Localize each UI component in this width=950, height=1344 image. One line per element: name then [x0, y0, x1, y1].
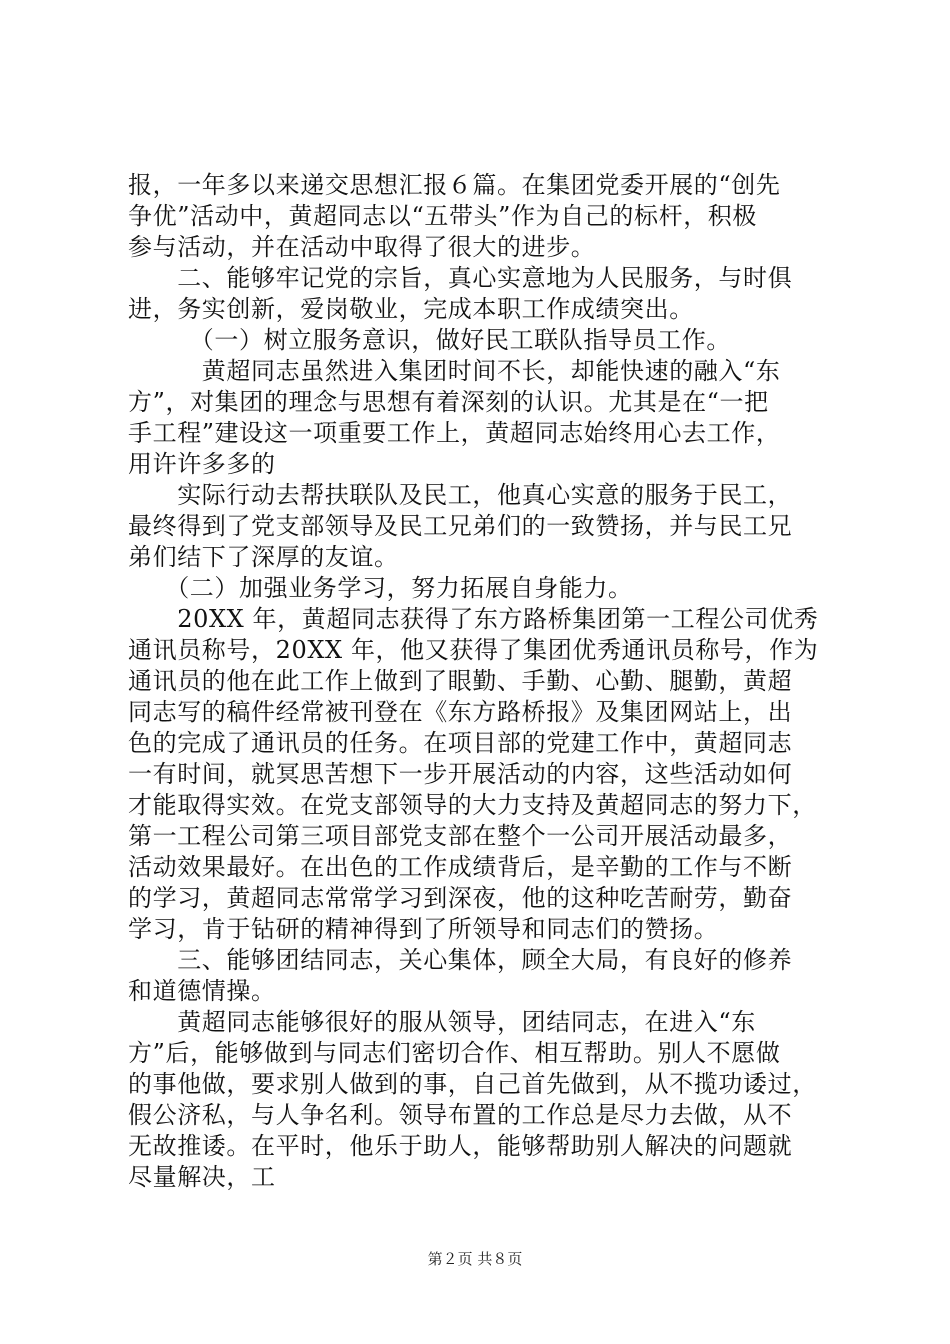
text-line: 的事他做，要求别人做到的事，自己首先做到，从不揽功诿过， [128, 1070, 817, 1098]
text-line: 报，一年多以来递交思想汇报６篇。在集团党委开展的“创先 [128, 171, 781, 199]
text-line: 三、能够团结同志，关心集体，顾全大局，有良好的修养 [128, 946, 793, 974]
text-line: 二、能够牢记党的宗旨，真心实意地为人民服务，与时俱 [128, 264, 793, 292]
text-line: 同志写的稿件经常被刊登在《东方路桥报》及集团网站上，出 [128, 698, 793, 726]
text-line: （二）加强业务学习，努力拓展自身能力。 [128, 574, 633, 602]
text-line: 争优”活动中，黄超同志以“五带头”作为自己的标杆，积极 [128, 202, 758, 230]
text-line: 一有时间，就冥思苦想下一步开展活动的内容，这些活动如何 [128, 760, 793, 788]
text-line: 活动效果最好。在出色的工作成绩背后，是辛勤的工作与不断 [128, 853, 793, 881]
page-number-footer: 第２页 共８页 [427, 1250, 523, 1268]
text-line: 黄超同志虽然进入集团时间不长，却能快速的融入“东 [128, 357, 781, 385]
text-line: 通讯员的他在此工作上做到了眼勤、手勤、心勤、腿勤，黄超 [128, 667, 793, 695]
text-line: 无故推诿。在平时，他乐于助人，能够帮助别人解决的问题就 [128, 1132, 793, 1160]
text-line: 第一工程公司第三项目部党支部在整个一公司开展活动最多， [128, 822, 793, 850]
text-line: 才能取得实效。在党支部领导的大力支持及黄超同志的努力下， [128, 791, 817, 819]
text-line: 最终得到了党支部领导及民工兄弟们的一致赞扬，并与民工兄 [128, 512, 793, 540]
text-line: 尽量解决，工 [128, 1163, 276, 1191]
text-line: 实际行动去帮扶联队及民工，他真心实意的服务于民工， [128, 481, 793, 509]
text-line: 用许许多多的 [128, 450, 276, 478]
text-line: 方”后，能够做到与同志们密切合作、相互帮助。别人不愿做 [128, 1039, 781, 1067]
text-line: 手工程”建设这一项重要工作上，黄超同志始终用心去工作， [128, 419, 781, 447]
text-line: 参与活动，并在活动中取得了很大的进步。 [128, 233, 596, 261]
text-line: 进，务实创新，爱岗敬业，完成本职工作成绩突出。 [128, 295, 694, 323]
text-line: 的学习，黄超同志常常学习到深夜，他的这种吃苦耐劳，勤奋 [128, 884, 793, 912]
text-line: 学习，肯于钻研的精神得到了所领导和同志们的赞扬。 [128, 915, 719, 943]
text-line: （一）树立服务意识，做好民工联队指导员工作。 [128, 326, 731, 354]
text-line: 方”，对集团的理念与思想有着深刻的认识。尤其是在“一把 [128, 388, 769, 416]
text-line: 20XX 年，黄超同志获得了东方路桥集团第一工程公司优秀 [128, 605, 819, 633]
text-line: 色的完成了通讯员的任务。在项目部的党建工作中，黄超同志 [128, 729, 793, 757]
text-line: 通讯员称号，20XX 年，他又获得了集团优秀通讯员称号，作为 [128, 636, 819, 664]
document-body [128, 170, 838, 1193]
text-line: 弟们结下了深厚的友谊。 [128, 543, 399, 571]
text-line: 和道德情操。 [128, 977, 276, 1005]
text-line: 黄超同志能够很好的服从领导，团结同志，在进入“东 [128, 1008, 756, 1036]
text-line: 假公济私，与人争名利。领导布置的工作总是尽力去做，从不 [128, 1101, 793, 1129]
